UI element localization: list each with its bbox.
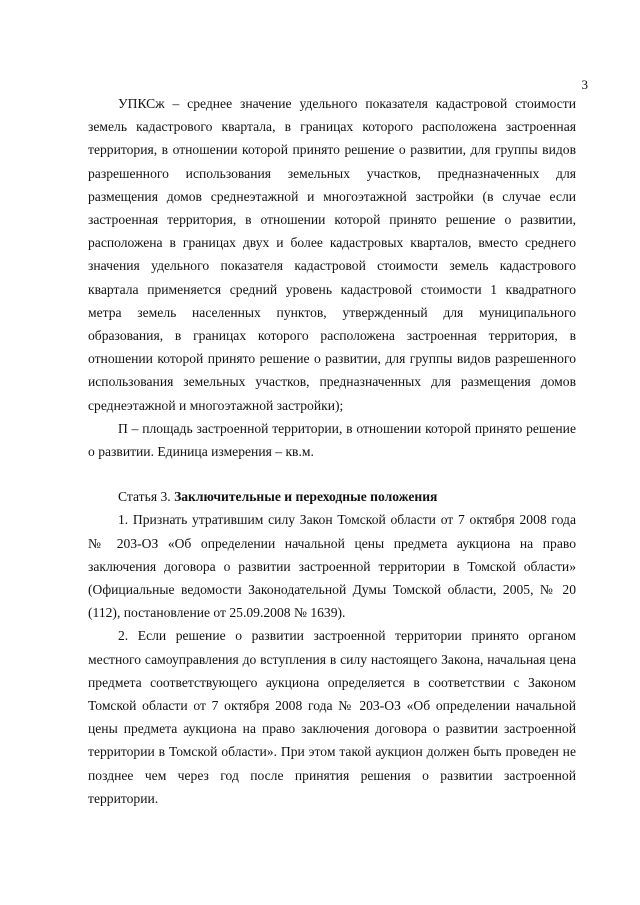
article-label: Статья 3.: [118, 489, 171, 505]
document-body: [88, 92, 576, 810]
article-title: Заключительные и переходные положения: [174, 489, 438, 505]
paragraph-upksz-definition: УПКСж – среднее значение удельного показателя кадастровой стоимости земель кадастрового квартала, в границах которого расположена застроенная территория, в отношении которой принято решение о развитии, для группы видов разрешенного использования земельных участков, предназначенных для размещения домов среднеэтажной и многоэтажной застройки (в случае если застроенная территория, в отношении которой принято решение о развитии, расположена в границах двух и более кадастровых кварталов, вместо среднего значения удельного показателя кадастровой стоимости земель кадастрового квартала применяется средний уровень кадастровой стоимости 1 квадратного метра земель населенных пунктов, утвержденный для муниципального образования, в границах которого расположена застроенная территория, в отношении которой принято решение о развитии, для группы видов разрешенного использования земельных участков, предназначенных для размещения домов среднеэтажной и многоэтажной застройки);: [88, 96, 576, 413]
paragraph-article-item-2: 2. Если решение о развитии застроенной территории принято органом местного самоуправления до вступления в силу настоящего Закона, начальная цена предмета соответствующего аукциона определяется в соответствии с Законом Томской области от 7 октября 2008 года № 203-ОЗ «Об определении начальной цены предмета аукциона на право заключения договора о развитии застроенной территории в Томской области». При этом такой аукцион должен быть проведен не позднее чем через год после принятия решения о развитии застроенной территории.: [88, 628, 576, 806]
paragraph-article-item-1: 1. Признать утратившим силу Закон Томской области от 7 октября 2008 года № 203-ОЗ «Об определении начальной цены предмета аукциона на право заключения договора о развитии застроенной территории в Томской области» (Официальные ведомости Законодательной Думы Томской области, 2005, № 20 (112), постановление от 25.09.2008 № 1639).: [88, 512, 576, 621]
page-number: 3: [581, 77, 588, 92]
article-heading: [88, 485, 576, 508]
paragraph-p-definition: П – площадь застроенной территории, в отношении которой принято решение о развитии. Единица измерения – кв.м.: [88, 420, 576, 460]
section-gap: [88, 463, 576, 485]
